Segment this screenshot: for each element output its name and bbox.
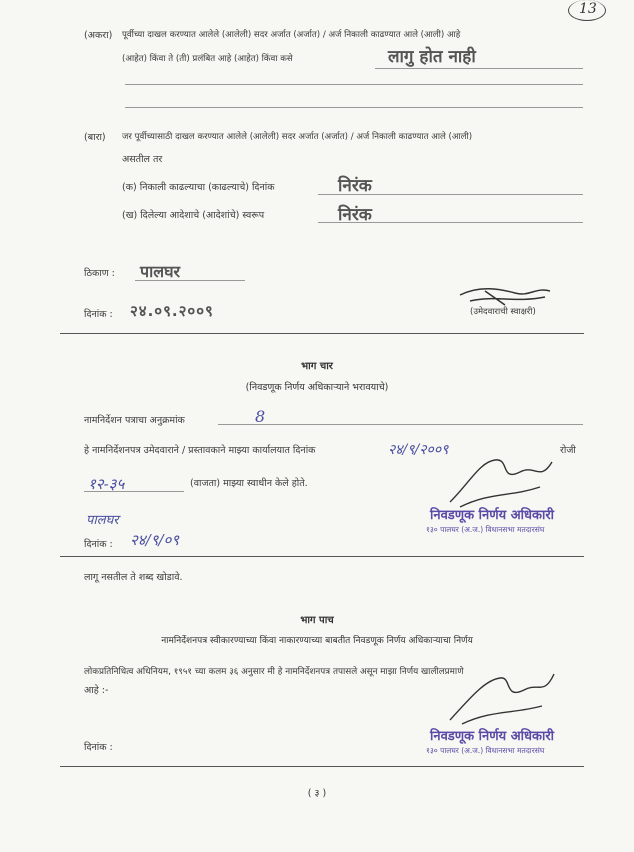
section-b-label: (बारा) <box>84 132 106 143</box>
candidate-sign-label: (उमेदवाराची स्वाक्षरी) <box>470 307 536 317</box>
section-b-sub-k-value: निरंक <box>338 176 372 196</box>
section-rule <box>60 333 584 334</box>
part4-serial-value: 8 <box>255 407 266 426</box>
officer-stamp-2: निवडणूक निर्णय अधिकारी १३० पालघर (अ.ज.) विधानसभा मतदारसंघ <box>426 729 555 755</box>
part4-date2-value: २४/९/०९ <box>130 531 180 549</box>
section-a-label: (अकरा) <box>84 30 113 41</box>
part4-date-label: दिनांक : <box>84 539 113 550</box>
divider <box>84 491 184 492</box>
divider <box>135 280 245 281</box>
part5-title: भाग पाच <box>300 615 334 626</box>
divider <box>125 107 583 108</box>
divider <box>318 194 583 195</box>
divider <box>318 222 583 223</box>
part5-line1: लोकप्रतिनिधित्व अधिनियम, १९५१ च्या कलम ३६ अनुसार मी हे नामनिर्देशनपत्र तपासले असून माझा निर्णय खालीलप्रमाणे <box>84 667 464 677</box>
date-value: २४.०९.२००९ <box>130 302 214 320</box>
officer-signature-2 <box>440 668 560 728</box>
section-a-line1: पूर्वीच्या दाखल करण्यात आलेले (आलेली) सदर अर्जात (अर्जात) / अर्ज निकाली काढण्यात आले (आली) आहे <box>122 30 461 40</box>
section-b-sub-kh-value: निरंक <box>338 205 372 225</box>
officer-signature <box>440 452 560 512</box>
divider <box>375 68 583 69</box>
part4-title: भाग चार <box>301 361 333 372</box>
part4-time-value: १२-३५ <box>88 475 125 493</box>
place-value: पालघर <box>140 262 181 281</box>
part4-subtitle: (निवडणूक निर्णय अधिकाऱ्याने भरावयाचे) <box>245 382 389 393</box>
part5-line2: आहे :- <box>84 685 109 696</box>
section-a-answer: लागु होत नाही <box>388 47 476 67</box>
page-number-mark: 13 <box>568 0 606 21</box>
part5-subtitle: नामनिर्देशनपत्र स्वीकारण्याच्या किंवा नाकारण्याच्या बाबतीत निवडणूक निर्णय अधिकाऱ्याचा निर्णय <box>161 636 473 646</box>
footnote: लागू नसतील ते शब्द खोडावे. <box>84 572 183 583</box>
section-rule <box>60 766 584 767</box>
divider <box>218 424 583 425</box>
date-label: दिनांक : <box>84 309 113 320</box>
section-b-sub-k-label: (क) निकाली काढल्याचा (काढल्याचे) दिनांक <box>122 182 275 193</box>
part5-date-label: दिनांक : <box>84 742 113 753</box>
footer-page-number: ( ३ ) <box>307 788 327 799</box>
part4-line-a: हे नामनिर्देशनपत्र उमेदवाराने / प्रस्तावकाने माझ्या कार्यालयात दिनांक <box>84 445 316 456</box>
section-b-line1: जर पूर्वीच्यासाठी दाखल करण्यात आलेले (आलेली) सदर अर्जात (अर्जात) / अर्ज निकाली काढण्यात आले (आली) <box>122 132 473 142</box>
section-b-line2: असतील तर <box>122 154 163 165</box>
officer-stamp: निवडणूक निर्णय अधिकारी १३० पालघर (अ.ज.) विधानसभा मतदारसंघ <box>426 508 555 534</box>
part4-date-value: २४/९/२००९ <box>388 442 449 458</box>
place-label: ठिकाण : <box>84 268 115 279</box>
part4-serial-label: नामनिर्देशन पत्राचा अनुक्रमांक <box>84 415 185 426</box>
section-rule <box>60 556 584 557</box>
divider <box>125 84 583 85</box>
part4-place-value: पालघर <box>86 513 119 528</box>
part4-line-b: (वाजता) माझ्या स्वाधीन केले होते. <box>190 478 308 489</box>
section-a-line2: (आहेत) किंवा ते (ती) प्रलंबित आहे (आहेत) किंवा कसे <box>122 54 293 64</box>
part4-line-a-end: रोजी <box>560 445 576 456</box>
section-b-sub-kh-label: (ख) दिलेल्या आदेशाचे (आदेशांचे) स्वरूप <box>122 210 265 221</box>
